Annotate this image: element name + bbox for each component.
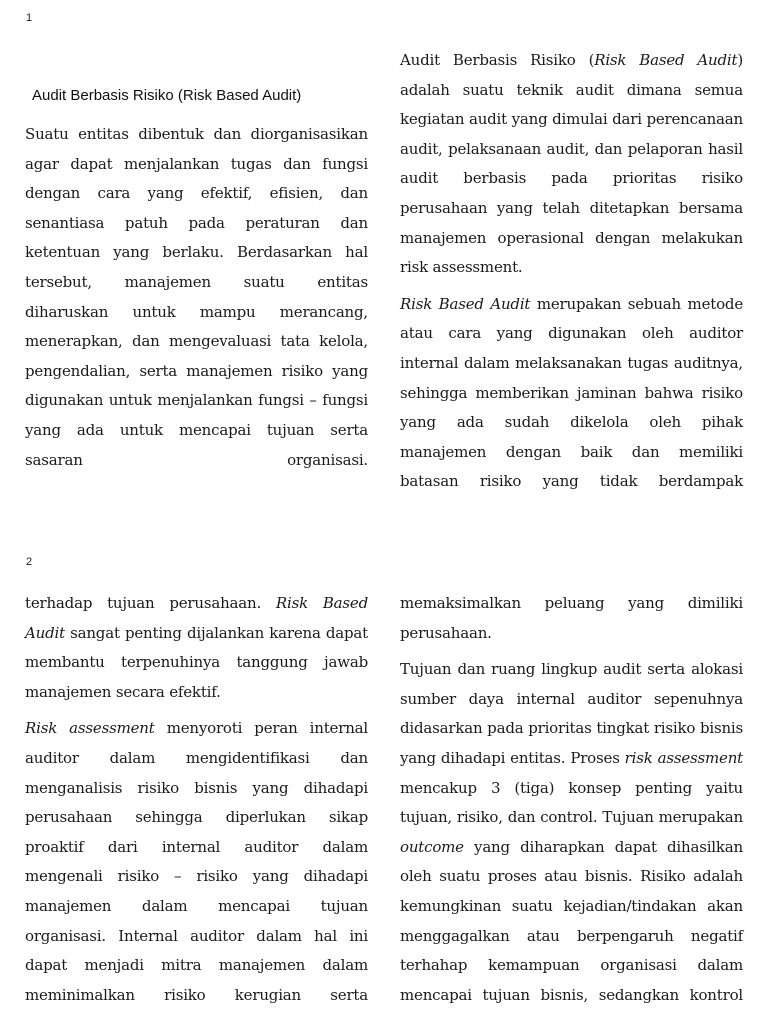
paragraph: Risk assessment menyoroti peran internal auditor dalam mengidentifikasi dan menganalisis risiko bisnis yang dihadapi perusahaan sehingga diperlukan sikap proaktif dari internal auditor dalam mengenali risiko – risiko yang dihadapi manajemen dalam mencapai tujuan organisasi. Internal auditor dalam hal ini dapat menjadi mitra manajemen dalam meminimalkan risiko kerugian serta [25, 719, 368, 1004]
italic-term: Risk assessment [25, 719, 155, 738]
page1-left-column [25, 120, 368, 482]
italic-term: Risk Based Audit [594, 51, 738, 69]
italic-term: Risk Based Audit [25, 594, 368, 642]
page2-left-column [25, 589, 368, 1017]
italic-term: Risk Based Audit [400, 294, 531, 313]
page1-right-column [400, 46, 743, 504]
document-title: Audit Berbasis Risiko (Risk Based Audit) [32, 87, 302, 104]
page-number: 2 [26, 556, 33, 568]
paragraph: Risk Based Audit merupakan sebuah metode atau cara yang digunakan oleh auditor internal dalam melaksanakan tugas auditnya, sehingga memberikan jaminan bahwa risiko yang ada sudah dikelola oleh pihak manajemen dengan baik dan memiliki batasan risiko yang tidak berdampak [400, 294, 743, 491]
paragraph: Suatu entitas dibentuk dan diorganisasikan agar dapat menjalankan tugas dan fungsi dengan cara yang efektif, efisien, dan senantiasa patuh pada peraturan dan ketentuan yang berlaku. Berdasarkan hal tersebut, manajemen suatu entitas diharuskan untuk mampu merancang, menerapkan, dan mengevaluasi tata kelola, pengendalian, serta manajemen risiko yang digunakan untuk menjalankan fungsi – fungsi yang ada untuk mencapai tujuan serta sasaran organisasi. [25, 125, 368, 469]
paragraph: memaksimalkan peluang yang dimiliki perusahaan. [400, 594, 743, 642]
paragraph: Tujuan dan ruang lingkup audit serta alokasi sumber daya internal auditor sepenuhnya didasarkan pada prioritas tingkat risiko bisnis yang dihadapi entitas. Proses risk assessment mencakup 3 (tiga) konsep penting yaitu tujuan, risiko, dan control. Tujuan merupakan outcome yang diharapkan dapat dihasilkan oleh suatu proses atau bisnis. Risiko adalah kemungkinan suatu kejadian/tindakan akan menggagalkan atau berpengaruh negatif terhahap kemampuan organisasi dalam mencapai tujuan bisnis, sedangkan kontrol [400, 660, 743, 1004]
italic-term: risk assessment [624, 748, 743, 767]
italic-term: outcome [400, 837, 464, 856]
page-number: 1 [26, 12, 33, 24]
page2-right-column [400, 589, 743, 1017]
paragraph: terhadap tujuan perusahaan. Risk Based Audit sangat penting dijalankan karena dapat membantu terpenuhinya tanggung jawab manajemen secara efektif. [25, 594, 368, 701]
paragraph: Audit Berbasis Risiko (Risk Based Audit) adalah suatu teknik audit dimana semua kegiatan audit yang dimulai dari perencanaan audit, pelaksanaan audit, dan pelaporan hasil audit berbasis pada prioritas risiko perusahaan yang telah ditetapkan bersama manajemen operasional dengan melakukan risk assessment. [400, 51, 743, 277]
